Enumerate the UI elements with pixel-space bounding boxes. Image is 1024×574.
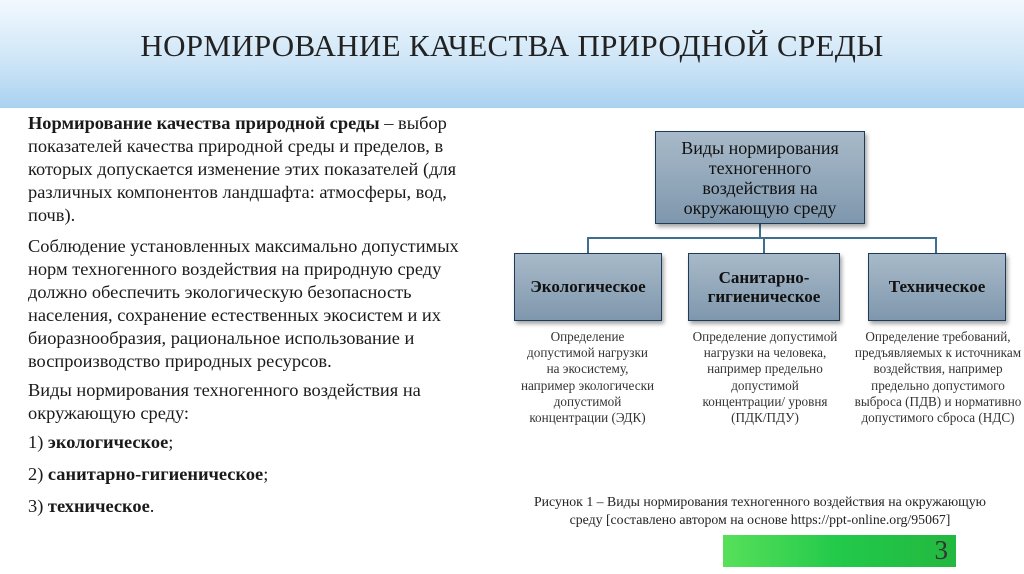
list-end: ; bbox=[263, 464, 269, 484]
list-number: 2) bbox=[28, 464, 48, 484]
paragraph-2: Соблюдение установленных максимально допустимых норм техногенного воздействия на природную среду должно обеспечить экологическую безопасность населения, сохранение естественных экосистем и их биоразнообразия, рациональное использование и воспроизводство природных ресурсов. bbox=[28, 236, 459, 371]
sanitary-label-line1: Санитарно- bbox=[718, 268, 810, 287]
connector-to-technical bbox=[935, 237, 937, 253]
diagram-root-box: Виды нормирования техногенного воздействия на окружающую среду bbox=[655, 131, 865, 224]
diagram-technical-box: Техническое bbox=[868, 253, 1006, 321]
left-text-block bbox=[28, 112, 490, 527]
page-number-bar bbox=[723, 535, 956, 567]
definition-term: Нормирование качества природной среды bbox=[28, 113, 380, 133]
list-number: 3) bbox=[28, 496, 48, 516]
sanitary-label-line2: гигиеническое bbox=[707, 287, 821, 306]
page-number: 3 bbox=[934, 535, 948, 565]
connector-horizontal bbox=[587, 237, 937, 239]
list-item-technical bbox=[28, 495, 490, 518]
list-item-ecological bbox=[28, 431, 490, 454]
sanitary-description: Определение допустимой нагрузки на человека, например предельно допустимой концентрации/ уровня (ПДК/ПДУ) bbox=[692, 329, 838, 426]
diagram-sanitary-box bbox=[688, 253, 840, 321]
connector-vertical-top bbox=[759, 224, 761, 238]
slide-title: НОРМИРОВАНИЕ КАЧЕСТВА ПРИРОДНОЙ СРЕДЫ bbox=[140, 28, 884, 63]
ecological-description: Определение допустимой нагрузки на экосистему, например экологически допустимой концентрации (ЭДК) bbox=[520, 329, 655, 426]
list-item-sanitary bbox=[28, 463, 490, 486]
list-term: техническое bbox=[47, 496, 150, 516]
list-end: ; bbox=[168, 432, 174, 452]
definition-paragraph bbox=[28, 112, 490, 227]
connector-to-ecological bbox=[587, 237, 589, 253]
list-number: 1) bbox=[28, 432, 48, 452]
figure-caption bbox=[512, 493, 1008, 529]
definition-text: – выбор показателей качества природной среды и пределов, в которых допускается изменение этих показателей (для различных компонентов ландшафта: атмосферы, вод, почв). bbox=[28, 113, 457, 225]
paragraph-3: Виды нормирования техногенного воздействия на окружающую среду: bbox=[28, 380, 421, 423]
list-term: санитарно-гигиеническое bbox=[47, 464, 264, 484]
caption-line-1: Рисунок 1 – Виды нормирования техногенного воздействия на окружающую bbox=[533, 494, 986, 509]
connector-to-sanitary bbox=[763, 237, 765, 253]
technical-description: Определение требований, предъявляемых к источникам воздействия, например предельно допустимого выброса (ПДВ) и нормативно допустимого сброса (НДС) bbox=[854, 329, 1022, 426]
diagram-ecological-box: Экологическое bbox=[514, 253, 662, 321]
list-end: . bbox=[149, 496, 155, 516]
list-term: экологическое bbox=[47, 432, 169, 452]
caption-line-2: среду [составлено автором на основе https://ppt-online.org/95067] bbox=[569, 512, 951, 527]
